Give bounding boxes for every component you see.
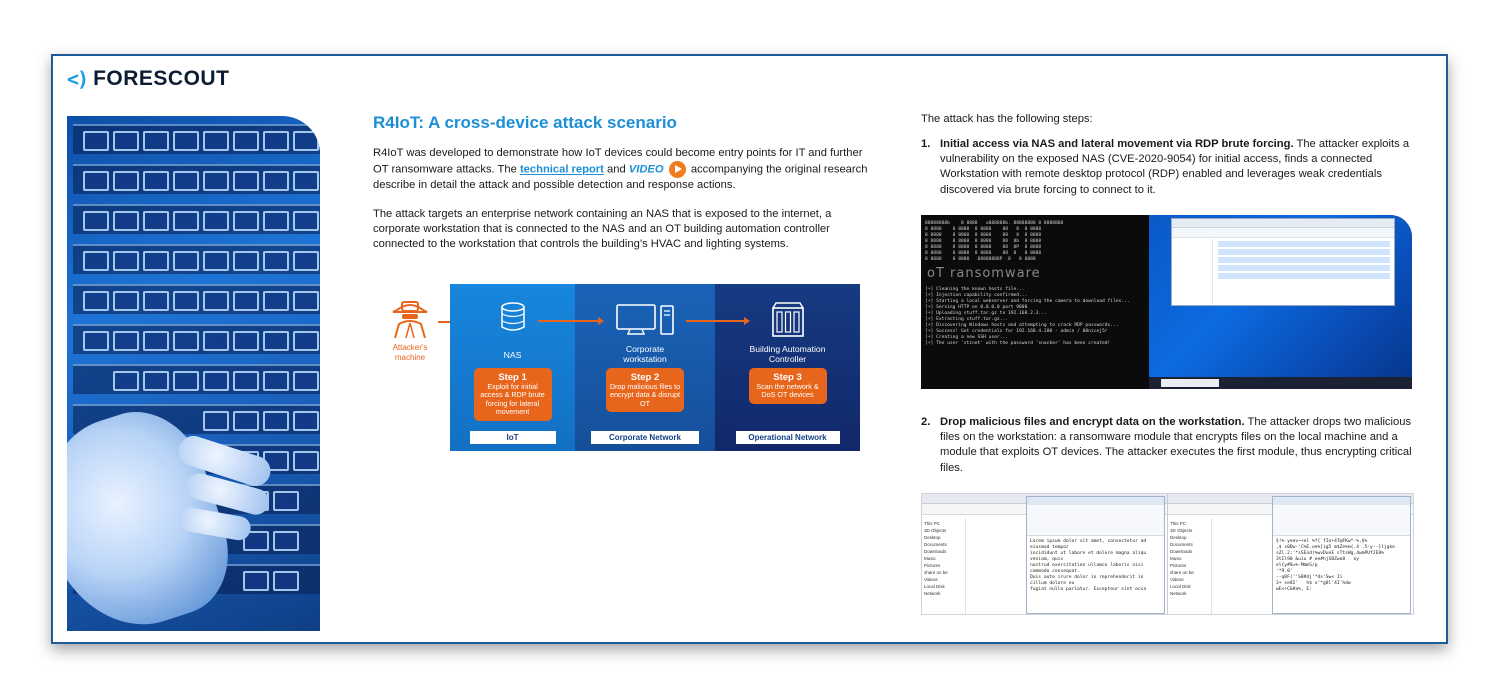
step-desc-1: Exploit for initial access & RDP brute forcing for lateral movement: [480, 382, 545, 417]
step-heading-2: Drop malicious files and encrypt data on the workstation.: [940, 416, 1245, 428]
step-number-1: 1.: [921, 138, 931, 150]
zone-name-workstation: Corporate workstation: [623, 344, 667, 364]
step-body-1: The attacker exploits a vulnerability on the exposed NAS (CVE-2020-9054) for initial access, finds a connected Workstation with remote desktop protocol (RDP) enabled and leverages weak credentials discovered via brute forcing to connect to it.: [940, 138, 1410, 196]
screenshot-encrypted-files: [921, 493, 1414, 615]
nas-icon: [500, 302, 526, 332]
video-link[interactable]: VIDEO: [628, 163, 664, 176]
intro-text-3: accompanying the original research describe in detail the attack and possible detection and response actions.: [373, 163, 868, 192]
terminal-window: 88888888b 8 8888 o888888b. 88888888 8 8888888 8 8888 8 8888 8 8888 88 8 8 8888 8 8888 8 8888 8 8888 88 8 8 8888 8 8888 8 8888 8 8888 88 8b 8 8888 8 8888 8 8888 8 8888 88 8P 8 8888 8 8888 8 8888 8 8888 88 8 8 8888 8 8888 8 8888 88888888P 8 8 8888 oT ransomware [+] Cleaning the known hosts file... [+] Injection capability confirmed... [+] Starting a local webserver and forcing the camera to download files... [+] Serving HTTP on 0.0.0.0 port 9000 [+] Uploading stuff.tar.gz to 192.168.2.3... [+] Extracting stuff.tar.gz... [+] Discovering Windows hosts and attempting to crack RDP passwords... [+] Success! Got credentials for 192.168.4.200 - admin / 00nicej5r [+] Creating a new SSH user... [+] The user 'stinet' with the password 'snacker' has been created!: [921, 215, 1149, 389]
attacker-label: Attacker's machine: [392, 343, 428, 362]
wordpad-encrypted: [1272, 496, 1411, 614]
zone-tag-iot: IoT: [470, 431, 556, 444]
step-title-2: Step 2: [630, 372, 660, 383]
attacker: [381, 296, 439, 363]
zone-iot: [450, 284, 575, 451]
logo-mark-icon: <): [67, 67, 88, 91]
screenshot-rdp-attack: [921, 215, 1412, 389]
zone-name-nas: NAS: [503, 350, 522, 360]
intro-text-1: R4IoT was developed to demonstrate how IoT devices could become entry points for IT and further OT ransomware attacks. The: [373, 147, 863, 176]
explorer-before: [922, 494, 1168, 614]
plaintext-content: Lorem ipsum dolor sit amet, consectetur ad eiusmod tempor incididunt ut labore et dolore magna aliqu veniam, quis nostrud exercitation ullamco laboris nisi commodo consequat. Duis aute irure dolor in reprehenderit in cillum dolore eu fugiat nulla pariatur. Excepteur sint occa: [1030, 539, 1147, 592]
forescout-logo: [67, 66, 229, 92]
hacker-icon: [387, 296, 433, 338]
zone-name-controller: Building Automation Controller: [749, 344, 826, 364]
building-controller-icon: [768, 300, 808, 338]
step-title-3: Step 3: [773, 372, 802, 383]
step-title-1: Step 1: [498, 372, 527, 383]
section-title: R4IoT: A cross-device attack scenario: [373, 113, 677, 132]
remote-desktop: [1149, 215, 1412, 389]
step-heading-1: Initial access via NAS and lateral movement via RDP brute forcing.: [940, 138, 1294, 150]
zone-tag-ot: Operational Network: [736, 431, 840, 444]
attack-step-2: [921, 415, 1416, 476]
document-page: [51, 54, 1448, 644]
step-card-3: [749, 368, 827, 404]
steps-intro: The attack has the following steps:: [921, 113, 1093, 125]
zone-tag-corporate: Corporate Network: [591, 431, 699, 444]
terminal-log: [+] Cleaning the known hosts file... [+] Injection capability confirmed... [+] Starting a local webserver and forcing the camera to download files... [+] Serving HTTP on 0.0.0.0 port 9000 [+] Uploading stuff.tar.gz to 192.168.2.3... [+] Extracting stuff.tar.gz... [+] Discovering Windows hosts and attempting to crack RDP passwords... [+] Success! Got credentials for 192.168.4.200 - admin / 00nicej5r [+] Creating a new SSH user... [+] The user 'stinet' with the password 'snacker' has been created!: [925, 287, 1130, 346]
step-card-1: [474, 368, 552, 421]
wordpad-plaintext: [1026, 496, 1165, 614]
zone-ot: [715, 284, 860, 451]
attack-step-1: [921, 137, 1416, 198]
terminal-banner-text: oT ransomware: [927, 266, 1041, 281]
server-rack-photo: [67, 116, 320, 631]
encrypted-content: §!% yeev~+el %f{`fIo+4T@FKw*-%.§% ,$ s0Dw-'C%E.oe%[ig5 m$Ze%m{.4 .5-y--}ljgke sZl.2;'*sSEnd(%wvDueE sTtsWg,4wmPUfJE8% 3tIl90 &uiu # ee#hjSBZwo8 ey el{y#8=%-MmmS/p '*9.0' --q8F(''S8#dj'*4s'Sw< Ii 3+ se8I' h$ x'*g8l'4I'hdw wE<+C&#a%, E:: [1276, 539, 1395, 592]
nav-pane-1: This PC 3D Objects Desktop Documents Downloads Music Pictures share on be Videos Local Disk Network: [922, 518, 966, 614]
attack-arrow-3: [686, 320, 748, 322]
logo-text: FORESCOUT: [93, 67, 230, 90]
step-number-2: 2.: [921, 416, 931, 428]
attack-arrow-2: [538, 320, 602, 322]
explorer-window: [1171, 218, 1395, 306]
play-icon[interactable]: [669, 161, 686, 178]
intro-paragraph: [373, 146, 878, 193]
workstation-icon: [613, 302, 677, 336]
attack-diagram: [450, 284, 860, 451]
step-desc-2: Drop malicious files to encrypt data & disrupt OT: [609, 382, 681, 408]
intro-text-2: and: [603, 163, 629, 176]
zone-corporate: [575, 284, 715, 451]
nav-pane-2: This PC 3D Objects Desktop Documents Downloads Music Pictures share on be Videos Local Disk Network: [1168, 518, 1212, 614]
taskbar: [1149, 377, 1412, 389]
step-card-2: [606, 368, 684, 412]
targets-paragraph: The attack targets an enterprise network containing an NAS that is exposed to the internet, a corporate workstation that is connected to the NAS and an OT building automation controller connected to the workstation that controls the building’s HVAC and lighting systems.: [373, 208, 832, 251]
step-desc-3: Scan the network & DoS OT devices: [756, 382, 819, 400]
technical-report-link[interactable]: technical report: [519, 163, 604, 176]
step-body-2: The attacker drops two malicious files on the workstation: a ransomware module that encrypts files on the local machine and a module that exploits OT devices. The attacker executes the first module, thus encrypting critical files.: [940, 416, 1412, 474]
explorer-after: [1168, 494, 1414, 614]
taskbar-search[interactable]: [1161, 379, 1219, 387]
